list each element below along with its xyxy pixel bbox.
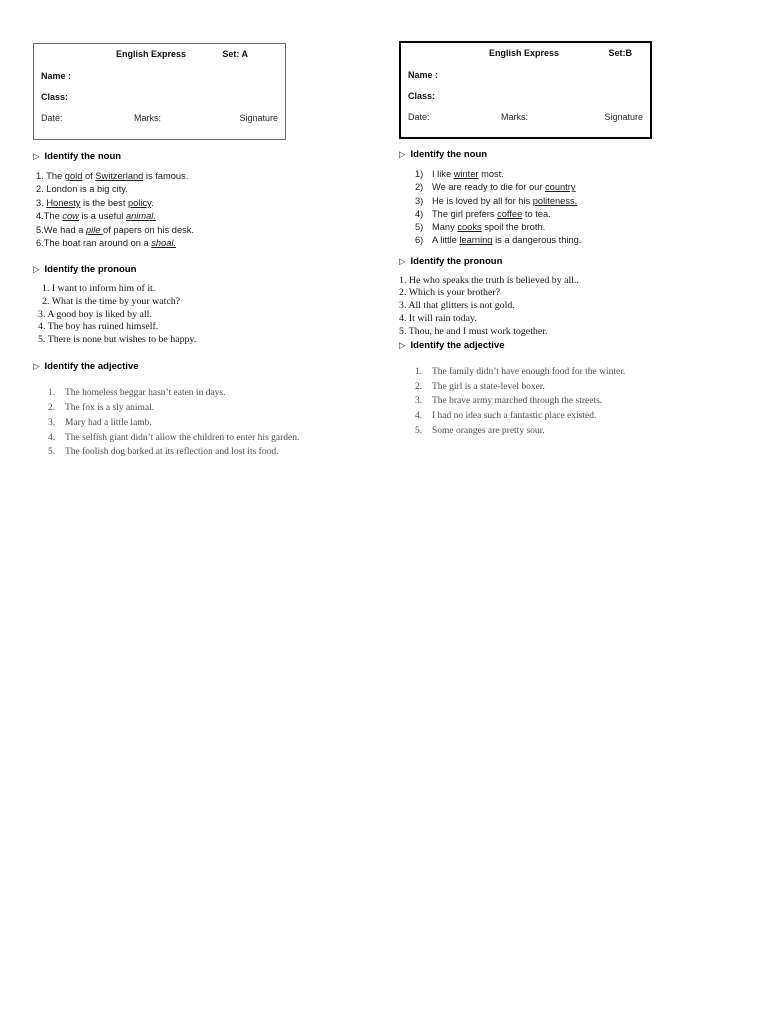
header-box-title-row bbox=[408, 48, 643, 59]
sentence-text: 1. He who speaks the truth is believed by all.. bbox=[399, 274, 579, 286]
sentence-text: The foolish dog barked at its reflection and lost its food. bbox=[65, 447, 279, 458]
sentence bbox=[48, 386, 353, 401]
worksheet-title: English Express bbox=[489, 48, 560, 58]
sentence bbox=[36, 224, 353, 237]
sentence bbox=[48, 431, 353, 446]
date-marks-signature-row bbox=[408, 112, 643, 122]
sentence bbox=[415, 208, 719, 221]
sentence-list bbox=[33, 170, 353, 250]
signature-label: Signature bbox=[239, 113, 278, 123]
sentence-text: We are ready to die for our bbox=[432, 182, 545, 193]
item-number: 5. bbox=[48, 447, 56, 458]
sentence bbox=[48, 445, 353, 460]
header-box-title-row bbox=[41, 49, 278, 60]
sentence-list bbox=[399, 365, 719, 438]
sentence bbox=[38, 334, 353, 347]
underlined-word: cow bbox=[62, 211, 79, 222]
triangle-bullet-icon: ▷ bbox=[399, 255, 406, 266]
sentence-text: of bbox=[82, 171, 96, 181]
item-number: 5) bbox=[415, 222, 424, 233]
sentence-text: of papers on his desk. bbox=[103, 224, 194, 235]
sentence bbox=[415, 168, 719, 181]
item-number: 1) bbox=[415, 169, 424, 179]
sentence-text: is a useful bbox=[78, 211, 126, 222]
sentence bbox=[38, 309, 353, 322]
underlined-word: Switzerland bbox=[95, 171, 144, 181]
sentence-text: 3. A good boy is liked by all. bbox=[38, 308, 152, 320]
sentence-text: is famous. bbox=[143, 171, 189, 181]
class-label: Class: bbox=[41, 92, 69, 102]
section-heading bbox=[33, 263, 353, 276]
worksheet-title: English Express bbox=[116, 49, 187, 59]
sentence bbox=[415, 409, 719, 424]
class-label: Class: bbox=[408, 91, 436, 101]
date-marks-signature-row bbox=[41, 113, 278, 123]
underlined-word: winter bbox=[453, 169, 479, 179]
underlined-word: politeness. bbox=[532, 195, 578, 206]
section-title: Identify the pronoun bbox=[410, 255, 503, 267]
sentence-text: . bbox=[151, 197, 154, 208]
section-title: Identify the noun bbox=[410, 149, 488, 160]
item-number: 3. bbox=[415, 396, 423, 407]
section-title: Identify the noun bbox=[44, 151, 122, 162]
triangle-bullet-icon: ▷ bbox=[399, 340, 406, 351]
triangle-bullet-icon: ▷ bbox=[33, 361, 40, 372]
section-pronoun-set-b bbox=[399, 255, 719, 339]
sentence-text: Many bbox=[432, 222, 458, 233]
sentence bbox=[48, 416, 353, 431]
section-title: Identify the adjective bbox=[44, 361, 139, 373]
sentence bbox=[415, 195, 719, 208]
sentence bbox=[415, 181, 719, 194]
section-pronoun-set-a bbox=[33, 263, 353, 346]
sentence-text: 5. Thou, he and I must work together. bbox=[399, 325, 548, 337]
sentence-text: 1. I want to inform him of it. bbox=[42, 283, 156, 295]
item-number: 3. bbox=[48, 417, 56, 428]
sentence bbox=[38, 296, 353, 309]
sentence-text: 4.The bbox=[36, 211, 63, 222]
sentence bbox=[415, 221, 719, 234]
item-number: 5. bbox=[415, 425, 423, 436]
item-number: 4. bbox=[415, 411, 423, 422]
sentence bbox=[36, 237, 353, 250]
sentence bbox=[399, 300, 719, 313]
item-number: 6) bbox=[415, 235, 424, 246]
worksheet-set-a bbox=[33, 43, 353, 460]
set-label: Set:B bbox=[608, 48, 632, 58]
section-noun-set-b bbox=[399, 148, 719, 248]
section-heading bbox=[399, 148, 719, 161]
sentence-list bbox=[399, 275, 719, 339]
sentence-text: The fox is a sly animal. bbox=[65, 403, 155, 414]
sentence bbox=[38, 321, 353, 334]
sentence bbox=[399, 275, 719, 288]
sentence-text: 4. The boy has ruined himself. bbox=[38, 321, 159, 333]
sentence bbox=[399, 313, 719, 326]
triangle-bullet-icon: ▷ bbox=[399, 149, 406, 159]
sentence-text: is a dangerous thing. bbox=[492, 235, 582, 246]
sentence-text: Mary had a little lamb. bbox=[65, 417, 152, 428]
underlined-word: policy bbox=[128, 197, 152, 208]
section-title: Identify the adjective bbox=[410, 340, 505, 352]
sentence bbox=[415, 424, 719, 439]
sentence bbox=[415, 365, 719, 380]
sentence-text: 2. What is the time by your watch? bbox=[42, 296, 181, 308]
sentence-text: Some oranges are pretty sour. bbox=[432, 425, 545, 436]
sentence-text: 4. It will rain today. bbox=[399, 312, 477, 324]
sentence bbox=[415, 234, 719, 247]
sentence bbox=[399, 287, 719, 300]
sentence-list bbox=[399, 168, 719, 248]
sentence-text: He is loved by all for his bbox=[432, 195, 533, 206]
set-label: Set: A bbox=[222, 49, 248, 59]
triangle-bullet-icon: ▷ bbox=[33, 151, 40, 161]
section-heading bbox=[33, 150, 353, 163]
signature-label: Signature bbox=[604, 112, 643, 122]
item-number: 4. bbox=[48, 432, 56, 443]
sentence-text: 5. There is none but wishes to be happy. bbox=[38, 333, 197, 345]
section-adjective-set-b bbox=[399, 339, 719, 438]
sentence bbox=[48, 401, 353, 416]
date-label: Date: bbox=[41, 113, 63, 123]
underlined-word: gold bbox=[64, 171, 83, 181]
header-box-set-b bbox=[399, 41, 652, 139]
sentence-text: 2. London is a big city. bbox=[36, 184, 128, 195]
marks-label: Marks: bbox=[134, 113, 161, 123]
sentence-text: The brave army marched through the streets. bbox=[432, 396, 603, 407]
underlined-word: Honesty bbox=[46, 197, 81, 208]
section-adjective-set-a bbox=[33, 360, 353, 460]
name-label: Name : bbox=[408, 70, 439, 80]
item-number: 1. bbox=[415, 367, 423, 378]
underlined-word: pile bbox=[85, 224, 104, 235]
sentence bbox=[36, 183, 353, 196]
underlined-word: cooks bbox=[457, 222, 482, 233]
triangle-bullet-icon: ▷ bbox=[33, 264, 40, 275]
sentence-text: A little bbox=[432, 235, 460, 246]
sentence-text: is the best bbox=[80, 197, 128, 208]
sentence bbox=[36, 197, 353, 210]
sentence-list bbox=[33, 283, 353, 346]
sentence-text: 3. All that glitters is not gold. bbox=[399, 300, 515, 312]
item-number: 3) bbox=[415, 195, 424, 206]
underlined-word: country bbox=[545, 182, 576, 193]
sentence-text: I like bbox=[432, 169, 454, 179]
sentence-text: I had no idea such a fantastic place existed. bbox=[432, 411, 597, 422]
marks-label: Marks: bbox=[501, 112, 528, 122]
sentence bbox=[399, 326, 719, 339]
sentence-list bbox=[33, 386, 353, 460]
section-heading bbox=[399, 255, 719, 268]
worksheet-set-b bbox=[399, 41, 719, 438]
header-box-set-a bbox=[33, 43, 286, 140]
item-number: 2. bbox=[415, 381, 423, 392]
sentence-text: 2. Which is your brother? bbox=[399, 287, 501, 299]
underlined-word: learning bbox=[459, 235, 493, 246]
sentence-text: 1. The bbox=[36, 171, 65, 181]
sentence-text: most. bbox=[478, 169, 504, 179]
sentence-text: spoil the broth. bbox=[481, 222, 546, 233]
section-title: Identify the pronoun bbox=[44, 264, 137, 276]
sentence-text: to tea. bbox=[522, 208, 551, 219]
item-number: 4) bbox=[415, 208, 424, 219]
sentence-text: The girl prefers bbox=[432, 208, 498, 219]
sentence-text: 5.We had a bbox=[36, 224, 86, 235]
date-label: Date: bbox=[408, 112, 430, 122]
sentence-text: The homeless beggar hasn’t eaten in days. bbox=[65, 388, 226, 399]
section-heading bbox=[33, 360, 353, 373]
section-heading bbox=[399, 339, 719, 352]
section-noun-set-a bbox=[33, 150, 353, 250]
sentence-text: The family didn’t have enough food for the winter. bbox=[432, 367, 626, 378]
sentence-text: The girl is a state-level boxer. bbox=[432, 381, 545, 392]
sentence bbox=[415, 394, 719, 409]
sentence bbox=[36, 210, 353, 223]
underlined-word: shoal. bbox=[151, 238, 177, 249]
sentence-text: The selfish giant didn’t allow the children to enter his garden. bbox=[65, 432, 300, 443]
sentence bbox=[36, 170, 353, 183]
underlined-word: coffee bbox=[497, 208, 523, 219]
item-number: 2. bbox=[48, 403, 56, 414]
item-number: 2) bbox=[415, 182, 424, 193]
sentence-text: 3. bbox=[36, 197, 47, 208]
sentence bbox=[415, 380, 719, 395]
sentence-text: 6.The boat ran around on a bbox=[36, 238, 152, 249]
underlined-word: animal. bbox=[125, 211, 156, 222]
sentence bbox=[38, 283, 353, 296]
item-number: 1. bbox=[48, 388, 56, 399]
name-label: Name : bbox=[41, 71, 72, 81]
